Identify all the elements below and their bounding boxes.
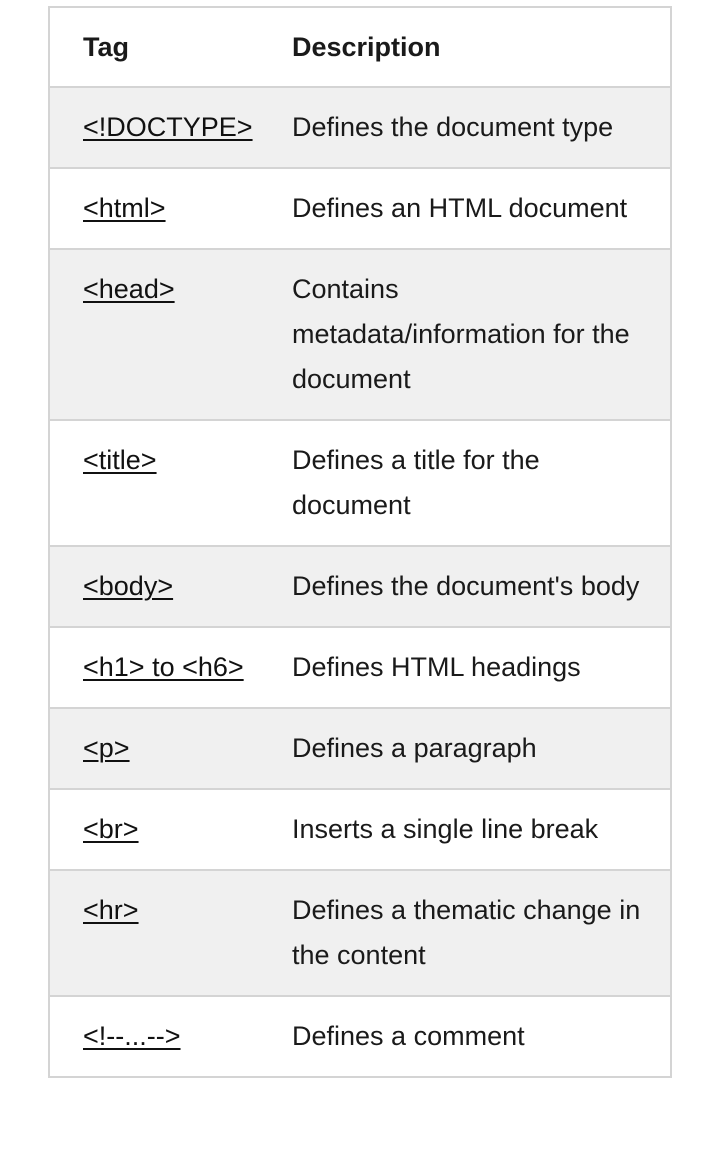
description-cell: Defines an HTML document <box>292 168 671 249</box>
tag-link-body[interactable]: <body> <box>83 571 174 601</box>
column-header-tag: Tag <box>49 7 292 87</box>
table-row <box>49 249 671 420</box>
table-row <box>49 789 671 870</box>
tag-link-html[interactable]: <html> <box>83 193 166 223</box>
tag-cell <box>49 789 292 870</box>
tag-link-headings[interactable]: <h1> to <h6> <box>83 652 244 682</box>
tag-link-title[interactable]: <title> <box>83 445 157 475</box>
description-cell: Defines the document type <box>292 87 671 168</box>
table-row <box>49 420 671 546</box>
table-row <box>49 546 671 627</box>
column-header-description: Description <box>292 7 671 87</box>
tag-cell <box>49 168 292 249</box>
tag-cell <box>49 996 292 1077</box>
description-cell: Defines the document's body <box>292 546 671 627</box>
tag-cell <box>49 249 292 420</box>
tag-link-br[interactable]: <br> <box>83 814 139 844</box>
tag-cell <box>49 870 292 996</box>
description-cell: Defines HTML headings <box>292 627 671 708</box>
tag-cell <box>49 627 292 708</box>
tag-cell <box>49 546 292 627</box>
tag-link-comment[interactable]: <!--...--> <box>83 1021 181 1051</box>
html-tags-table <box>48 6 672 1078</box>
description-cell: Contains metadata/information for the document <box>292 249 671 420</box>
tag-link-head[interactable]: <head> <box>83 274 175 304</box>
table-row <box>49 996 671 1077</box>
header-row <box>49 7 671 87</box>
table-row <box>49 168 671 249</box>
table-row <box>49 87 671 168</box>
description-cell: Defines a comment <box>292 996 671 1077</box>
tag-cell <box>49 87 292 168</box>
tag-link-hr[interactable]: <hr> <box>83 895 139 925</box>
tag-link-doctype[interactable]: <!DOCTYPE> <box>83 112 253 142</box>
description-cell: Defines a paragraph <box>292 708 671 789</box>
tag-link-p[interactable]: <p> <box>83 733 130 763</box>
tag-cell <box>49 708 292 789</box>
table-row <box>49 627 671 708</box>
table-row <box>49 708 671 789</box>
table-header <box>49 7 671 87</box>
description-cell: Defines a title for the document <box>292 420 671 546</box>
tag-cell <box>49 420 292 546</box>
description-cell: Inserts a single line break <box>292 789 671 870</box>
description-cell: Defines a thematic change in the content <box>292 870 671 996</box>
table-row <box>49 870 671 996</box>
